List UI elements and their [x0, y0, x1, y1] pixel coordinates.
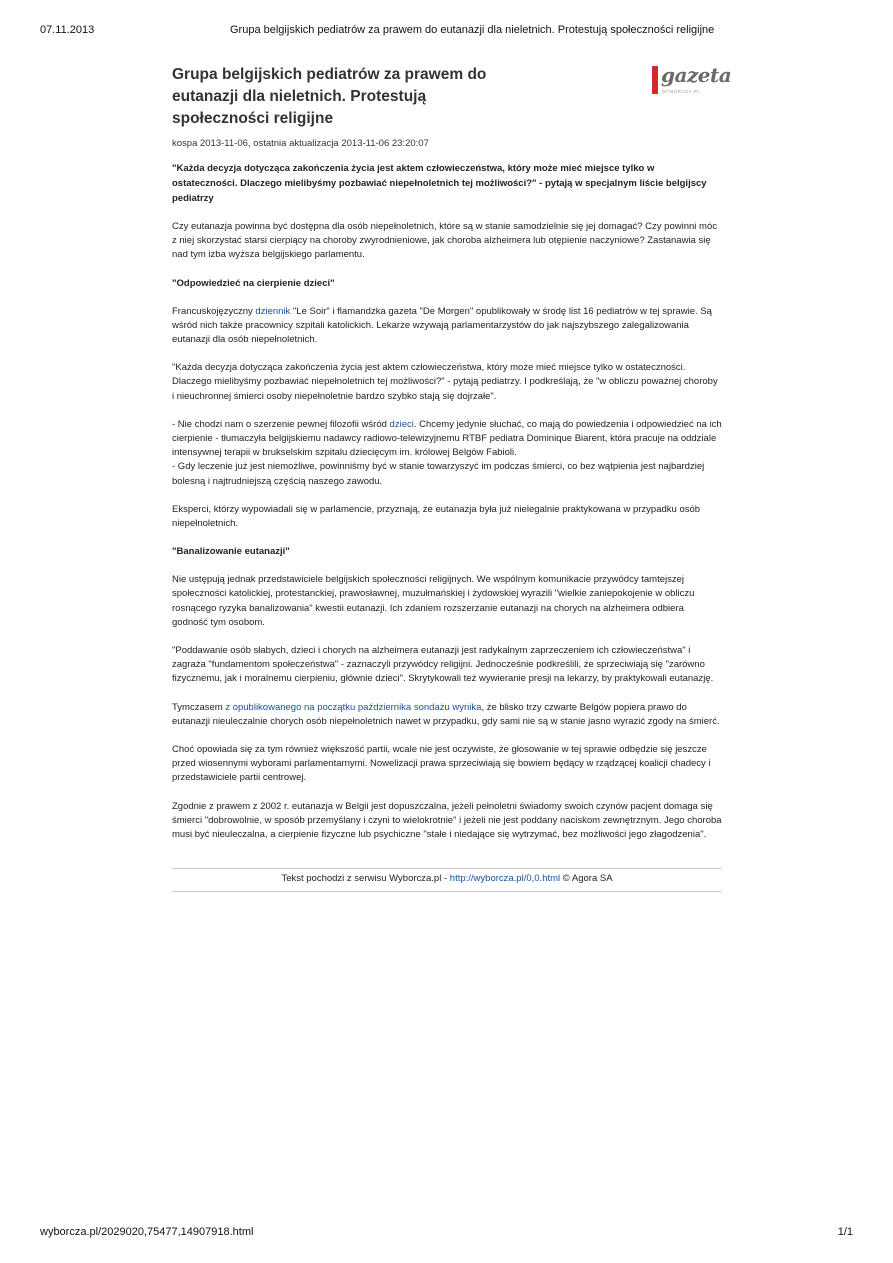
article — [172, 63, 732, 892]
print-date: 07.11.2013 — [40, 24, 95, 36]
text: Tymczasem — [172, 701, 226, 713]
paragraph: Eksperci, którzy wypowiadali się w parlamencie, przyznają, że eutanazja była już nielegalnie praktykowana w przypadku osób niepełnoletnich. — [172, 503, 701, 530]
paragraph: Nie ustępują jednak przedstawiciele belgijskich społeczności religijnych. We wspólnym komunikacie przywódcy tamtejszej społeczności katolickiej, protestanckiej, prawosławnej, muzułmańskiej i żydowskiej wyrazili "wielkie zaniepokojenie w obliczu rosnącego ryzyka banalizowania" kwestii eutanazji. Ich zdaniem rozszerzanie eutanazji na chorych na alzheimera odbiera godność tym osobom. — [172, 574, 695, 628]
text: Francuskojęzyczny — [172, 305, 256, 317]
subheading: "Odpowiedzieć na cierpienie dzieci" — [172, 277, 335, 289]
gazeta-logo — [652, 63, 732, 94]
paragraph — [172, 701, 722, 729]
paragraph: Zgodnie z prawem z 2002 r. eutanazja w Belgii jest dopuszczalna, jeżeli pełnoletni świadomy swoich czynów pacjent domaga się śmierci "dobrowolnie, w sposób przemyślany i czyni to wielokrotnie" i jeżeli nie jest poddany naciskom zewnętrznym. Jego choroba musi być nieuleczalna, a cierpienie fizyczne lub psychiczne "stałe i niedające się wytrzymać, bez możliwości jego złagodzenia". — [172, 800, 722, 841]
text: "Le Soir" i flamandzka gazeta "De Morgen" opublikowały w środę list 16 pediatrów w tej sprawie. Są wśród nich także pracownicy szpitali katolickich. Lekarze wzywają parlamentarzystów do jak najszybszego zalegalizowania eutanazji dla osób niepełnoletnich. — [172, 305, 712, 346]
print-page-title: Grupa belgijskich pediatrów za prawem do eutanazji dla nieletnich. Protestują społeczności religijne — [230, 24, 715, 36]
logo-red-bar — [652, 66, 658, 94]
link-dzieci[interactable]: dzieci — [389, 418, 414, 430]
page-number: 1/1 — [837, 1226, 853, 1238]
logo-wordmark: gazeta — [661, 63, 732, 87]
paragraph: "Każda decyzja dotycząca zakończenia życia jest aktem człowieczeństwa, który może mieć miejsce tylko w ostateczności. Dlaczego mielibyśmy pozbawiać niepełnoletnich tej możliwości?" - pytają pediatrzy. I podkreślają, że "w obliczu poważnej choroby i nieuchronnej śmierci osoby niepełnoletnie bardzo szybko stają się dojrzałe". — [172, 362, 718, 402]
text: . Chcemy jedynie słuchać, co mają do powiedzenia i odpowiedzieć na ich cierpienie - tłumaczyła belgijskiemu nadawcy radiowo-telewizyjnemu RTBF pediatra Dominique Biarent, która pracuje na oddziale intensywnej terapii w brukselskim szpitalu dziecięcym im. królowej Belgów Fabioli. — [172, 418, 722, 459]
paragraph — [172, 305, 722, 348]
subheading: "Banalizowanie eutanazji" — [172, 546, 290, 558]
text: © Agora SA — [560, 873, 613, 885]
paragraph: Czy eutanazja powinna być dostępna dla osób niepełnoletnich, które są w stanie samodzielnie się jej domagać? Czy powinni móc z niej skorzystać starsi cierpiący na choroby zwyrodnieniowe, jak choroba alzheimera lub otępienie naczyniowe? Zastanawia się nad tym izba wyższa belgijskiego parlamentu. — [172, 221, 717, 261]
link-wyborcza[interactable]: http://wyborcza.pl/0,0.html — [449, 873, 561, 885]
text: - Gdy leczenie już jest niemożliwe, powinniśmy być w stanie towarzyszyć im podczas śmierci, co bez wątpienia jest najbardziej bolesną i najtrudniejszą częścią naszego zawodu. — [172, 461, 705, 487]
article-title: Grupa belgijskich pediatrów za prawem do eutanazji dla nieletnich. Protestują społeczności religijne — [172, 66, 487, 127]
text: Tekst pochodzi z serwisu Wyborcza.pl - — [281, 873, 450, 885]
source-credit — [172, 868, 722, 892]
article-meta: kospa 2013-11-06, ostatnia aktualizacja 2013-11-06 23:20:07 — [172, 138, 429, 149]
link-dziennik[interactable]: dziennik — [255, 305, 291, 317]
paragraph — [172, 418, 722, 489]
paragraph: Choć opowiada się za tym również większość partii, wcale nie jest oczywiste, że głosowanie w tej sprawie odbędzie się jeszcze przed wiosennymi wyborami parlamentarnymi. Nowelizacji prawa sprzeciwiają się bowiem będący w rządzącej koalicji chadecy i przedstawiciele partii centrowej. — [172, 744, 711, 784]
print-url: wyborcza.pl/2029020,75477,14907918.html — [40, 1226, 254, 1238]
article-lead: "Każda decyzja dotycząca zakończenia życia jest aktem człowieczeństwa, który może mieć miejsce tylko w ostateczności. Dlaczego mielibyśmy pozbawiać niepełnoletnich tej możliwości?" - pytają w specjalnym liście belgijscy pediatrzy — [172, 163, 707, 204]
print-header — [40, 24, 853, 40]
paragraph: "Poddawanie osób słabych, dzieci i chorych na alzheimera eutanazji jest radykalnym zaprzeczeniem ich człowieczeństwa" i zagraża "fundamentom społeczeństwa" - zaznaczyli przywódcy religijni. Jednocześnie podkreślili, że sprzeciwiają się "zarówno fizycznemu, jak i moralnemu cierpieniu, głównie dzieci". Skrytykowali też wywieranie presji na lekarzy, by praktykowali eutanazję. — [172, 645, 714, 685]
text: , że blisko trzy czwarte Belgów popiera prawo do eutanazji nieuleczalnie chorych osób niepełnoletnich nawet w przypadku, gdy sami nie są w stanie jasno wyrazić zgody na śmierć. — [172, 701, 720, 727]
text: - Nie chodzi nam o szerzenie pewnej filozofii wśród — [172, 418, 390, 430]
link-sondaz[interactable]: z opublikowanego na początku października sondażu wynika — [225, 701, 482, 713]
article-header — [172, 63, 732, 132]
print-footer — [40, 1226, 853, 1242]
logo-subtext: WYBORCZA.PL — [662, 89, 701, 94]
